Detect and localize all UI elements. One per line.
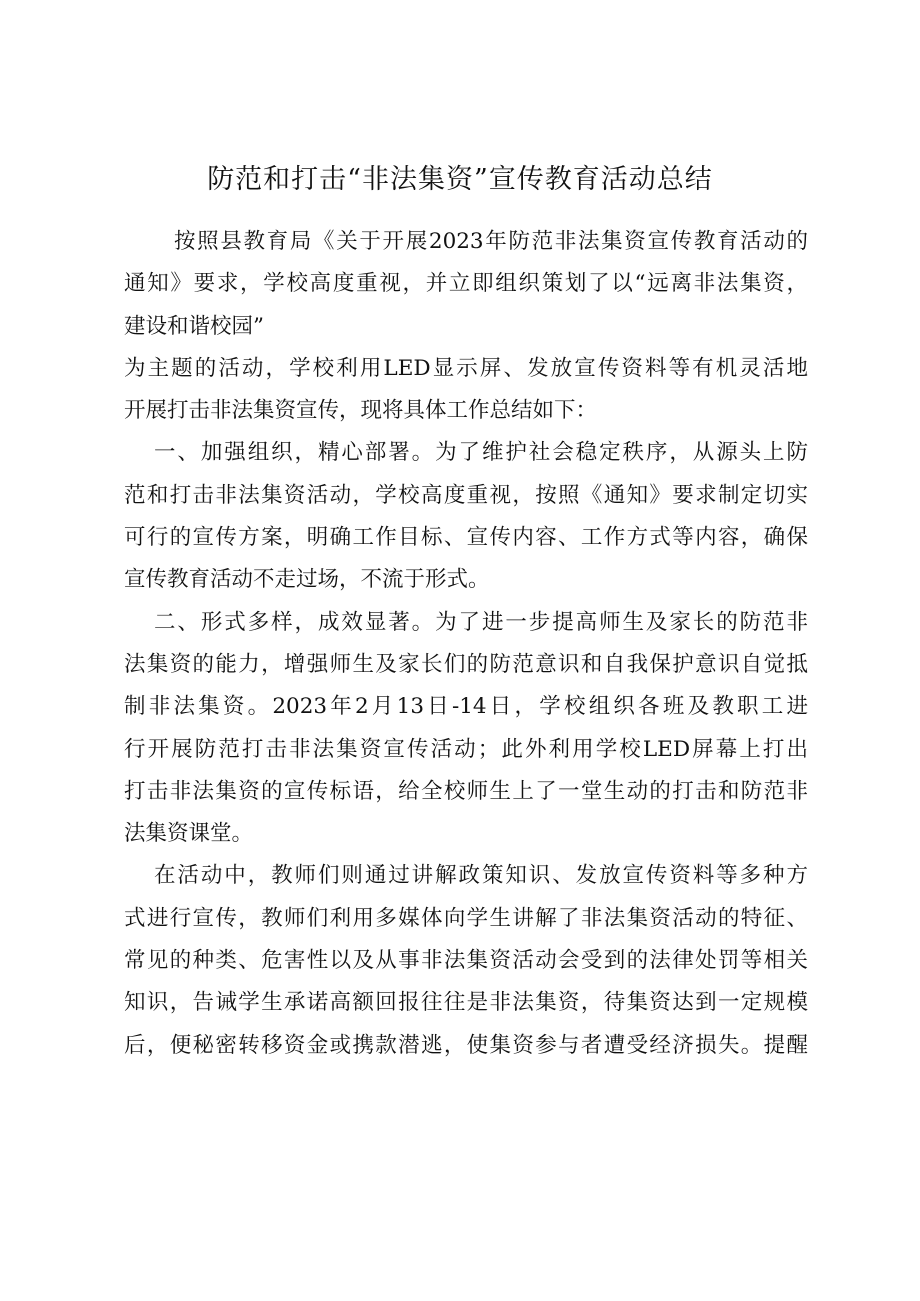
paragraph-line: 行开展防范打击非法集资宣传活动；此外利用学校LED屏幕上打出 <box>124 736 808 762</box>
paragraph-line: 通知》要求，学校高度重视，并立即组织策划了以“远离非法集资， <box>124 271 808 297</box>
paragraph-line: 制非法集资。2023年2月13日-14日，学校组织各班及教职工进 <box>124 694 808 720</box>
paragraph-line: 宣传教育活动不走过场，不流于形式。 <box>124 567 490 593</box>
paragraph-line: 知识，告诫学生承诺高额回报往往是非法集资，待集资达到一定规模 <box>124 990 808 1016</box>
paragraph-line: 一、加强组织，精心部署。为了维护社会稳定秩序，从源头上防 <box>154 440 808 466</box>
paragraph-line: 开展打击非法集资宣传，现将具体工作总结如下： <box>124 398 598 424</box>
paragraph-line: 为主题的活动，学校利用LED显示屏、发放宣传资料等有机灵活地 <box>124 355 808 381</box>
paragraph-line: 二、形式多样，成效显著。为了进一步提高师生及家长的防范非 <box>154 609 808 635</box>
document-body <box>124 221 808 1067</box>
paragraph-line: 按照县教育局《关于开展2023年防范非法集资宣传教育活动的 <box>174 229 808 254</box>
paragraph-line: 可行的宣传方案，明确工作目标、宣传内容、工作方式等内容，确保 <box>124 525 808 551</box>
paragraph-line: 后，便秘密转移资金或携款潜逃，使集资参与者遭受经济损失。提醒 <box>124 1032 808 1058</box>
document-title: 防范和打击“非法集资”宣传教育活动总结 <box>207 164 713 195</box>
paragraph-line: 在活动中，教师们则通过讲解政策知识、发放宣传资料等多种方 <box>154 863 808 889</box>
paragraph-line: 法集资课堂。 <box>124 821 254 847</box>
paragraph-line: 式进行宣传，教师们利用多媒体向学生讲解了非法集资活动的特征、 <box>124 905 808 931</box>
paragraph-line: 常见的种类、危害性以及从事非法集资活动会受到的法律处罚等相关 <box>124 948 808 974</box>
paragraph-line: 法集资的能力，增强师生及家长们的防范意识和自我保护意识自觉抵 <box>124 651 808 677</box>
paragraph-line: 打击非法集资的宣传标语，给全校师生上了一堂生动的打击和防范非 <box>124 778 808 804</box>
paragraph-line: 建设和谐校园” <box>124 313 264 339</box>
paragraph-line: 范和打击非法集资活动，学校高度重视，按照《通知》要求制定切实 <box>124 482 808 508</box>
